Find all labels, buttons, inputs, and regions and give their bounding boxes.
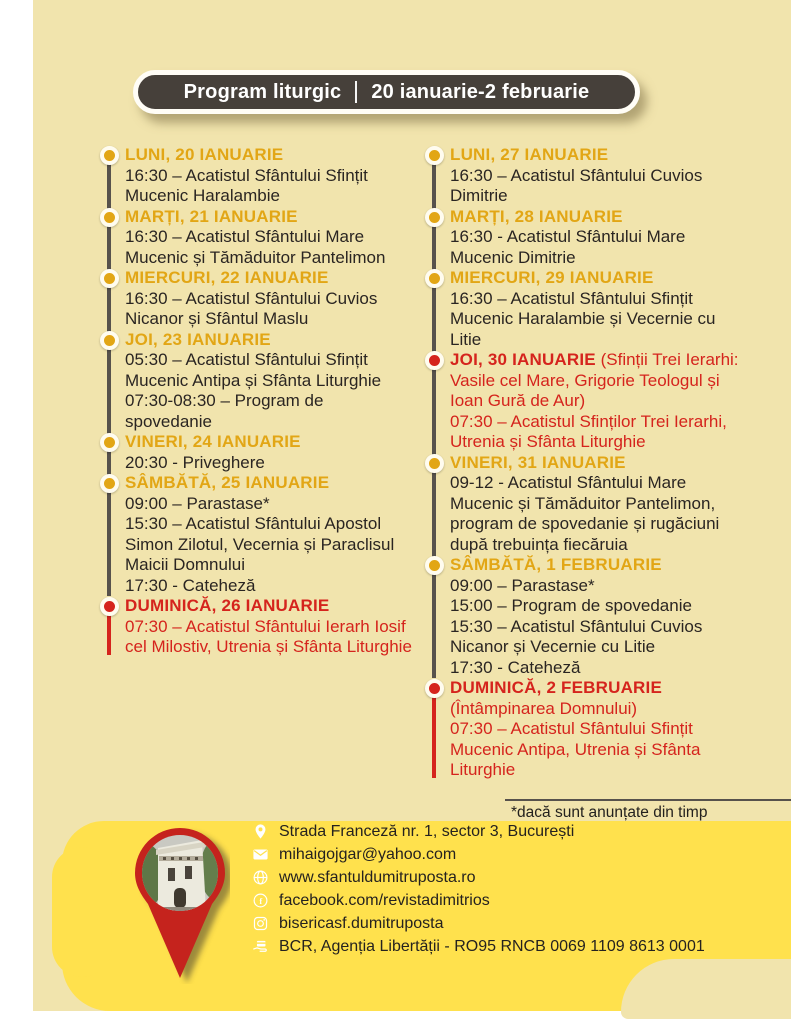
- bank-transfer-icon: [252, 938, 269, 955]
- gold-timeline-dot: [100, 474, 119, 493]
- schedule-entry: [97, 268, 413, 330]
- bank-text: BCR, Agenția Libertății - RO95 RNCB 0069 1109 8613 0001: [279, 937, 705, 955]
- day-heading: LUNI, 27 IANUARIE: [450, 145, 609, 164]
- globe-icon: [252, 869, 269, 886]
- schedule-entry: [97, 432, 413, 473]
- header-title-left: Program liturgic: [183, 80, 342, 103]
- red-timeline-dot: [100, 597, 119, 616]
- event-line: 15:30 – Acatistul Sfântului Cuvios Nicanor și Vecernie cu Litie: [450, 616, 703, 656]
- event-line: 05:30 – Acatistul Sfântului Sfințit Mucenic Antipa și Sfânta Liturghie: [125, 350, 382, 390]
- day-heading: SÂMBĂTĂ, 25 IANUARIE: [125, 473, 330, 492]
- day-heading: MARȚI, 21 IANUARIE: [125, 206, 298, 226]
- footnote-text: *dacă sunt anunțate din timp: [511, 804, 708, 821]
- contact-row-facebook: [252, 889, 782, 912]
- gold-timeline-dot: [100, 146, 119, 165]
- event-line: 16:30 – Acatistul Sfântului Cuvios Dimitrie: [450, 165, 703, 205]
- event-line: 07:30 – Acatistul Sfântului Sfințit Mucenic Antipa, Utrenia și Sfânta Liturghie: [450, 719, 701, 779]
- day-heading: MARȚI, 28 IANUARIE: [450, 206, 623, 226]
- church-photo-pin: [130, 826, 230, 984]
- instagram-text: bisericasf.dumitruposta: [279, 914, 444, 932]
- schedule-entry: [422, 453, 746, 556]
- day-heading: SÂMBĂTĂ, 1 FEBRUARIE: [450, 555, 662, 574]
- event-line: 09:00 – Parastase*: [450, 575, 595, 595]
- contact-row-address: [252, 820, 782, 843]
- contact-row-website: [252, 866, 782, 889]
- feast-note: (Întâmpinarea Domnului): [450, 698, 638, 718]
- svg-text:f: f: [259, 896, 263, 907]
- red-timeline-dot: [425, 679, 444, 698]
- day-heading: JOI, 30 IANUARIE (Sfinții Trei Ierarhi: Vasile cel Mare, Grigorie Teologul și Ioan Gură de Aur): [450, 350, 739, 410]
- gold-timeline-dot: [425, 556, 444, 575]
- event-line: 17:30 - Cateheză: [450, 657, 581, 677]
- event-line: 16:30 – Acatistul Sfântului Mare Mucenic și Tămăduitor Pantelimon: [125, 227, 386, 267]
- instagram-icon: [252, 915, 269, 932]
- event-line: 09-12 - Acatistul Sfântului Mare Mucenic și Tămăduitor Pantelimon, program de spovedanie și rugăciuni după trebuința fiecăruia: [450, 473, 720, 554]
- event-line: 20:30 - Priveghere: [125, 452, 265, 472]
- event-line: 17:30 - Cateheză: [125, 575, 256, 595]
- gold-timeline-dot: [425, 208, 444, 227]
- event-line: 16:30 - Acatistul Sfântului Mare Mucenic Dimitrie: [450, 227, 686, 267]
- day-heading: JOI, 23 IANUARIE: [125, 329, 271, 349]
- day-heading: VINERI, 31 IANUARIE: [450, 452, 626, 472]
- day-heading: MIERCURI, 22 IANUARIE: [125, 268, 329, 287]
- event-line: 07:30-08:30 – Program de spovedanie: [125, 391, 324, 431]
- schedule-entry: [422, 207, 746, 269]
- header-separator: [355, 81, 357, 103]
- facebook-icon: [252, 892, 269, 909]
- schedule-entry: [97, 596, 413, 658]
- contact-list: [252, 820, 782, 958]
- location-pin-icon: [252, 823, 269, 840]
- schedule-entry: [422, 678, 746, 781]
- event-line: 07:30 – Acatistul Sfinților Trei Ierarhi, Utrenia și Sfânta Liturghie: [450, 411, 727, 451]
- event-line: 07:30 – Acatistul Sfântului Ierarh Iosif cel Milostiv, Utrenia și Sfânta Liturghie: [125, 616, 412, 656]
- gold-timeline-dot: [425, 454, 444, 473]
- schedule-entry: [422, 555, 746, 678]
- location-pin-graphic: [130, 826, 230, 984]
- schedule-entry: [422, 268, 746, 350]
- header-title-right: 20 ianuarie-2 februarie: [371, 80, 590, 103]
- day-heading: VINERI, 24 IANUARIE: [125, 432, 301, 451]
- day-heading: DUMINICĂ, 2 FEBRUARIE (Întâmpinarea Domnului): [450, 678, 662, 718]
- gold-timeline-dot: [100, 269, 119, 288]
- day-heading: DUMINICĂ, 26 IANUARIE: [125, 596, 330, 615]
- website-text: www.sfantuldumitruposta.ro: [279, 868, 476, 886]
- gold-timeline-dot: [100, 208, 119, 227]
- event-line: 16:30 – Acatistul Sfântului Sfințit Mucenic Haralambie: [125, 165, 368, 205]
- schedule-right-column: [422, 145, 746, 781]
- footnote-rule: [505, 799, 791, 801]
- address-text: Strada Franceză nr. 1, sector 3, București: [279, 822, 575, 840]
- schedule-entry: [97, 145, 413, 207]
- day-heading: MIERCURI, 29 IANUARIE: [450, 268, 654, 287]
- event-line: 15:00 – Program de spovedanie: [450, 596, 692, 615]
- event-line: 16:30 – Acatistul Sfântului Sfințit Mucenic Haralambie și Vecernie cu Litie: [450, 288, 716, 349]
- gold-timeline-dot: [100, 331, 119, 350]
- schedule-entry: [97, 330, 413, 433]
- event-line: 09:00 – Parastase*: [125, 493, 270, 513]
- gold-timeline-dot: [425, 146, 444, 165]
- gold-timeline-dot: [100, 433, 119, 452]
- event-line: 16:30 – Acatistul Sfântului Cuvios Nicanor și Sfântul Maslu: [125, 288, 378, 328]
- event-line: 15:30 – Acatistul Sfântului Apostol Simon Zilotul, Vecernia și Paraclisul Maicii Domnului: [125, 514, 395, 574]
- contact-row-instagram: [252, 912, 782, 935]
- red-timeline-dot: [425, 351, 444, 370]
- day-heading: LUNI, 20 IANUARIE: [125, 145, 284, 164]
- schedule-entry: [422, 145, 746, 207]
- email-text: mihaigojgar@yahoo.com: [279, 845, 457, 863]
- header-pill: [133, 70, 640, 114]
- contact-row-email: [252, 843, 782, 866]
- feast-note: (Sfinții Trei Ierarhi: Vasile cel Mare, Grigorie Teologul și Ioan Gură de Aur): [450, 350, 739, 410]
- schedule-entry: [422, 350, 746, 453]
- schedule-entry: [97, 473, 413, 596]
- contact-row-bank: [252, 935, 782, 958]
- schedule-left-column: [97, 145, 413, 658]
- gold-timeline-dot: [425, 269, 444, 288]
- facebook-text: facebook.com/revistadimitrios: [279, 891, 490, 909]
- schedule-entry: [97, 207, 413, 269]
- envelope-icon: [252, 846, 269, 863]
